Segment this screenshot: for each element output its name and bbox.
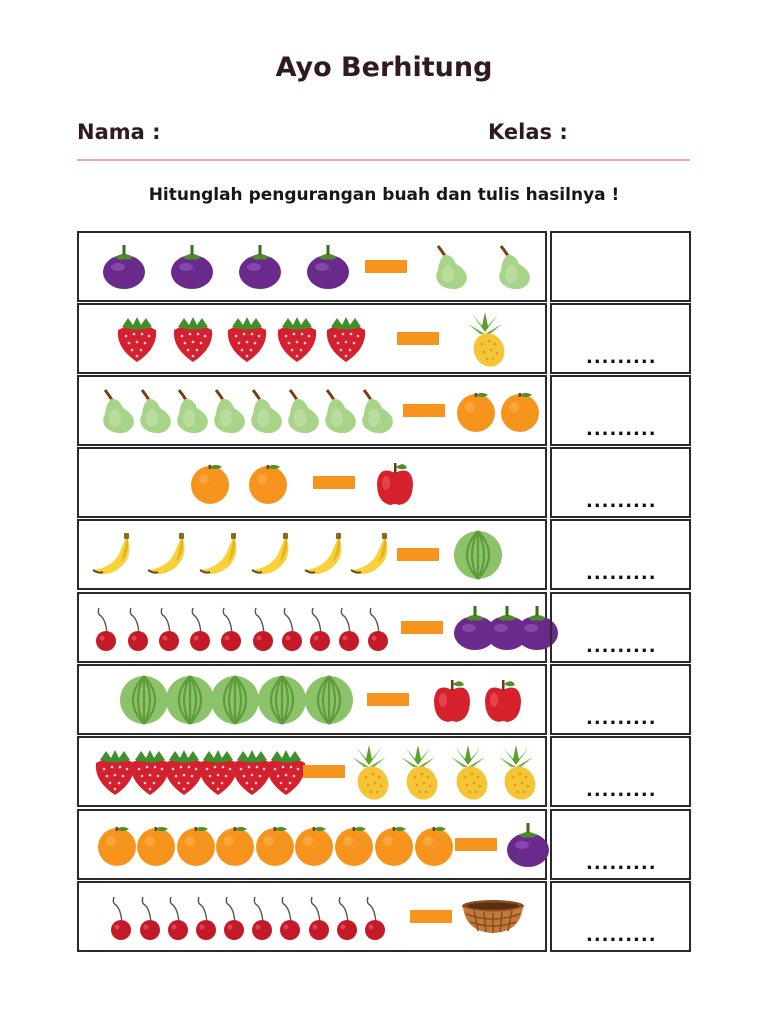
apple-icon <box>373 459 417 511</box>
cherry-icon <box>108 893 134 945</box>
answer-placeholder: ......... <box>586 780 657 801</box>
cherry-icon <box>137 893 163 945</box>
minus-sign <box>455 838 497 851</box>
strawberry-icon <box>224 314 270 368</box>
minus-sign <box>410 910 452 923</box>
mangosteen-icon <box>305 242 351 296</box>
question-box <box>77 447 547 518</box>
orange-icon <box>188 461 232 509</box>
cherry-icon <box>307 604 333 656</box>
answer-placeholder: ......... <box>586 636 657 657</box>
problem-row <box>77 303 691 374</box>
answer-box[interactable] <box>550 231 691 302</box>
minus-sign <box>401 621 443 634</box>
minus-sign <box>403 404 445 417</box>
orange-icon <box>174 823 218 871</box>
problem-row <box>77 664 691 735</box>
question-box <box>77 375 547 446</box>
orange-icon <box>246 461 290 509</box>
answer-box[interactable] <box>550 447 691 518</box>
pineapple-icon <box>462 310 508 372</box>
answer-box[interactable] <box>550 303 691 374</box>
apple-icon <box>430 676 474 728</box>
question-box <box>77 881 547 952</box>
cherry-icon <box>249 893 275 945</box>
answer-box[interactable] <box>550 736 691 807</box>
cherry-icon <box>93 604 119 656</box>
orange-icon <box>95 823 139 871</box>
orange-icon <box>253 823 297 871</box>
strawberry-icon <box>323 314 369 368</box>
melon-icon <box>303 674 355 730</box>
cherry-icon <box>156 604 182 656</box>
mangosteen-icon <box>169 242 215 296</box>
orange-icon <box>412 823 456 871</box>
melon-icon <box>256 674 308 730</box>
question-box <box>77 592 547 663</box>
banana-icon <box>196 532 244 582</box>
answer-box[interactable] <box>550 375 691 446</box>
mangosteen-icon <box>101 242 147 296</box>
problem-row <box>77 809 691 880</box>
cherry-icon <box>334 893 360 945</box>
question-box <box>77 303 547 374</box>
question-box <box>77 231 547 302</box>
pear-icon <box>489 242 535 296</box>
answer-box[interactable] <box>550 664 691 735</box>
cherry-icon <box>221 893 247 945</box>
minus-sign <box>303 765 345 778</box>
answer-placeholder: ......... <box>586 853 657 874</box>
minus-sign <box>397 548 439 561</box>
orange-icon <box>292 823 336 871</box>
orange-icon <box>372 823 416 871</box>
name-underline <box>77 159 690 161</box>
orange-icon <box>213 823 257 871</box>
orange-icon <box>332 823 376 871</box>
kelas-label: Kelas : <box>488 120 568 144</box>
answer-box[interactable] <box>550 519 691 590</box>
cherry-icon <box>279 604 305 656</box>
banana-icon <box>248 532 296 582</box>
orange-icon <box>498 389 542 437</box>
banana-icon <box>144 532 192 582</box>
minus-sign <box>365 260 407 273</box>
question-box <box>77 736 547 807</box>
mangosteen-icon <box>505 820 551 874</box>
minus-sign <box>313 476 355 489</box>
problem-row <box>77 375 691 446</box>
pear-icon <box>352 386 398 440</box>
pineapple-icon <box>493 743 539 805</box>
problem-row <box>77 519 691 590</box>
question-box <box>77 664 547 735</box>
cherry-icon <box>165 893 191 945</box>
strawberry-icon <box>170 314 216 368</box>
banana-icon <box>301 532 349 582</box>
cherry-icon <box>125 604 151 656</box>
cherry-icon <box>250 604 276 656</box>
problem-row <box>77 592 691 663</box>
answer-box[interactable] <box>550 592 691 663</box>
apple-icon <box>481 676 525 728</box>
strawberry-icon <box>114 314 160 368</box>
cherry-icon <box>306 893 332 945</box>
minus-sign <box>367 693 409 706</box>
answer-placeholder: ......... <box>586 563 657 584</box>
cherry-icon <box>187 604 213 656</box>
answer-placeholder: ......... <box>586 708 657 729</box>
cherry-icon <box>365 604 391 656</box>
answer-placeholder: ......... <box>586 347 657 368</box>
pineapple-icon <box>445 743 491 805</box>
basket-icon <box>460 898 526 940</box>
cherry-icon <box>193 893 219 945</box>
answer-placeholder: ......... <box>586 491 657 512</box>
mangosteen-icon <box>237 242 283 296</box>
melon-icon <box>118 674 170 730</box>
problem-row <box>77 231 691 302</box>
minus-sign <box>397 332 439 345</box>
answer-placeholder: ......... <box>586 419 657 440</box>
answer-placeholder: ......... <box>586 925 657 946</box>
answer-box[interactable] <box>550 881 691 952</box>
problem-row <box>77 881 691 952</box>
banana-icon <box>89 532 137 582</box>
orange-icon <box>454 389 498 437</box>
orange-icon <box>134 823 178 871</box>
pineapple-icon <box>395 743 441 805</box>
problem-row <box>77 447 691 518</box>
cherry-icon <box>362 893 388 945</box>
nama-label: Nama : <box>77 120 161 144</box>
worksheet-title: Ayo Berhitung <box>275 52 493 83</box>
melon-icon <box>209 674 261 730</box>
problem-row <box>77 736 691 807</box>
cherry-icon <box>218 604 244 656</box>
pineapple-icon <box>346 743 392 805</box>
question-box <box>77 809 547 880</box>
cherry-icon <box>336 604 362 656</box>
strawberry-icon <box>274 314 320 368</box>
pear-icon <box>426 242 472 296</box>
answer-box[interactable] <box>550 809 691 880</box>
question-box <box>77 519 547 590</box>
instruction-text: Hitunglah pengurangan buah dan tulis hasilnya ! <box>148 185 620 205</box>
melon-icon <box>452 529 504 585</box>
banana-icon <box>347 532 395 582</box>
cherry-icon <box>277 893 303 945</box>
